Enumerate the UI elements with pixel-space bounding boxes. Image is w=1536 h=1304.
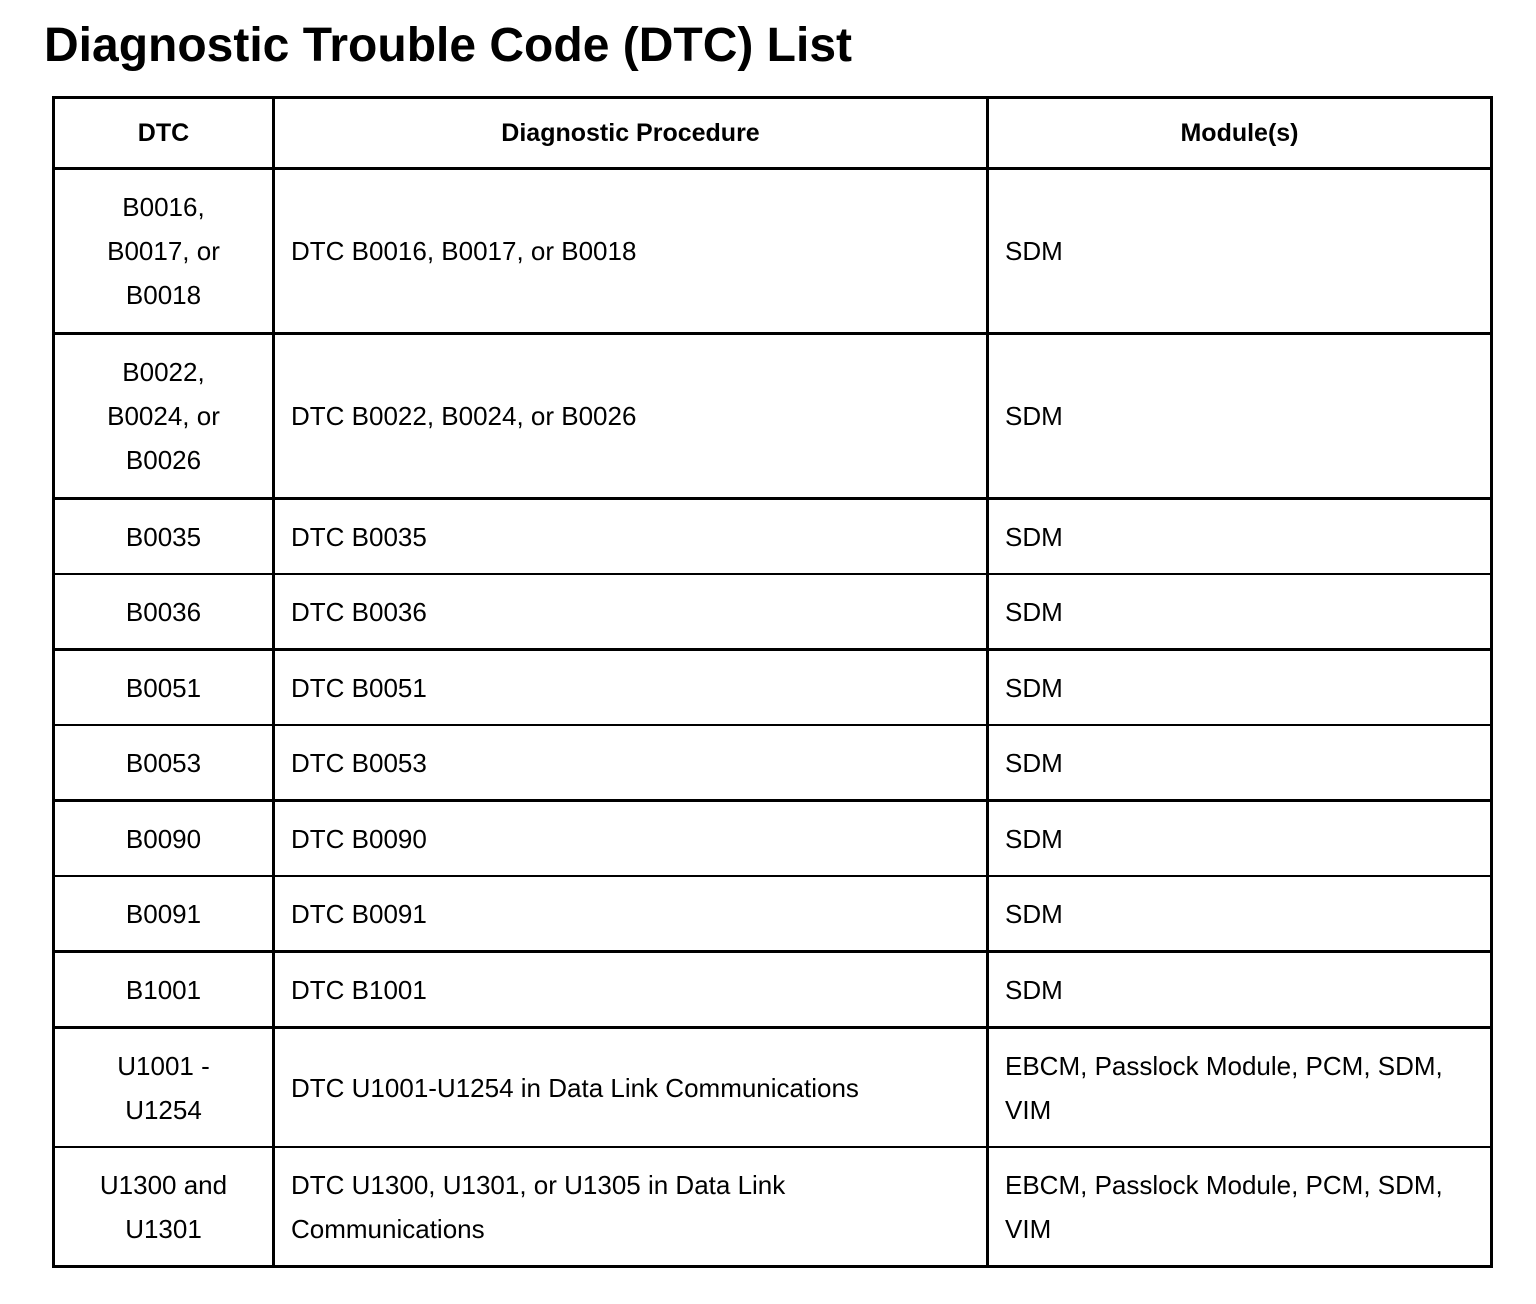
- modules-cell: [988, 169, 1492, 334]
- module-list: SDM: [1005, 747, 1063, 778]
- dtc-cell: [54, 952, 274, 1028]
- procedure-cell: [274, 801, 988, 877]
- dtc-code: B0053: [125, 747, 202, 778]
- procedure-link: DTC B0090: [291, 823, 427, 854]
- modules-cell: [988, 801, 1492, 877]
- table-row: [54, 952, 1492, 1028]
- dtc-cell: [54, 574, 274, 650]
- modules-cell: [988, 725, 1492, 801]
- procedure-cell: [274, 1147, 988, 1267]
- table-row: [54, 876, 1492, 952]
- procedure-cell: [274, 1028, 988, 1148]
- module-list: SDM: [1005, 236, 1063, 266]
- dtc-cell: [54, 1028, 274, 1148]
- procedure-link: DTC B0016, B0017, or B0018: [291, 236, 637, 266]
- dtc-code: B0035: [125, 521, 202, 552]
- modules-cell: [988, 1028, 1492, 1148]
- header-diagnostic-procedure: Diagnostic Procedure: [274, 98, 988, 169]
- table-row: [54, 334, 1492, 499]
- modules-cell: [988, 650, 1492, 726]
- procedure-cell: [274, 334, 988, 499]
- dtc-cell: [54, 1147, 274, 1267]
- header-dtc: DTC: [54, 98, 274, 169]
- procedure-link: DTC B0022, B0024, or B0026: [291, 401, 637, 431]
- modules-cell: [988, 1147, 1492, 1267]
- procedure-link: DTC B0091: [291, 898, 427, 929]
- procedure-link: DTC U1300, U1301, or U1305 in Data Link Communications: [291, 1169, 786, 1244]
- dtc-cell: [54, 876, 274, 952]
- table-row: [54, 650, 1492, 726]
- procedure-cell: [274, 725, 988, 801]
- dtc-code: B0091: [125, 898, 202, 929]
- table-row: [54, 169, 1492, 334]
- header-modules: Module(s): [988, 98, 1492, 169]
- dtc-code: U1300 and U1301: [99, 1169, 228, 1244]
- table-row: [54, 1147, 1492, 1267]
- procedure-link: DTC B0053: [291, 747, 427, 778]
- dtc-cell: [54, 499, 274, 575]
- procedure-cell: [274, 876, 988, 952]
- module-list: EBCM, Passlock Module, PCM, SDM, VIM: [1005, 1169, 1443, 1244]
- table-row: [54, 725, 1492, 801]
- dtc-code: U1001 - U1254: [117, 1050, 210, 1125]
- module-list: SDM: [1005, 898, 1063, 929]
- dtc-code: B0016, B0017, or B0018: [107, 192, 220, 310]
- table-row: [54, 499, 1492, 575]
- modules-cell: [988, 876, 1492, 952]
- procedure-cell: [274, 574, 988, 650]
- procedure-link: DTC B0051: [291, 672, 427, 703]
- procedure-link: DTC B0035: [291, 521, 427, 552]
- module-list: SDM: [1005, 596, 1063, 627]
- table-row: [54, 1028, 1492, 1148]
- procedure-link: DTC B0036: [291, 596, 427, 627]
- module-list: EBCM, Passlock Module, PCM, SDM, VIM: [1005, 1050, 1443, 1125]
- dtc-cell: [54, 169, 274, 334]
- procedure-link: DTC B1001: [291, 974, 427, 1005]
- modules-cell: [988, 574, 1492, 650]
- procedure-cell: [274, 952, 988, 1028]
- dtc-code: B0090: [125, 823, 202, 854]
- dtc-cell: [54, 801, 274, 877]
- dtc-code: B0036: [125, 596, 202, 627]
- procedure-cell: [274, 499, 988, 575]
- procedure-link: DTC U1001-U1254 in Data Link Communications: [291, 1072, 859, 1103]
- module-list: SDM: [1005, 401, 1063, 431]
- dtc-table: [52, 96, 1493, 1268]
- page-title: Diagnostic Trouble Code (DTC) List: [44, 19, 853, 72]
- modules-cell: [988, 334, 1492, 499]
- modules-cell: [988, 499, 1492, 575]
- module-list: SDM: [1005, 823, 1063, 854]
- dtc-code: B0022, B0024, or B0026: [107, 357, 220, 475]
- dtc-cell: [54, 650, 274, 726]
- module-list: SDM: [1005, 672, 1063, 703]
- module-list: SDM: [1005, 974, 1063, 1005]
- dtc-cell: [54, 725, 274, 801]
- table-row: [54, 801, 1492, 877]
- table-row: [54, 574, 1492, 650]
- dtc-cell: [54, 334, 274, 499]
- table-header-row: [54, 98, 1492, 169]
- procedure-cell: [274, 650, 988, 726]
- modules-cell: [988, 952, 1492, 1028]
- procedure-cell: [274, 169, 988, 334]
- dtc-code: B1001: [125, 974, 202, 1005]
- dtc-code: B0051: [125, 672, 202, 703]
- module-list: SDM: [1005, 521, 1063, 552]
